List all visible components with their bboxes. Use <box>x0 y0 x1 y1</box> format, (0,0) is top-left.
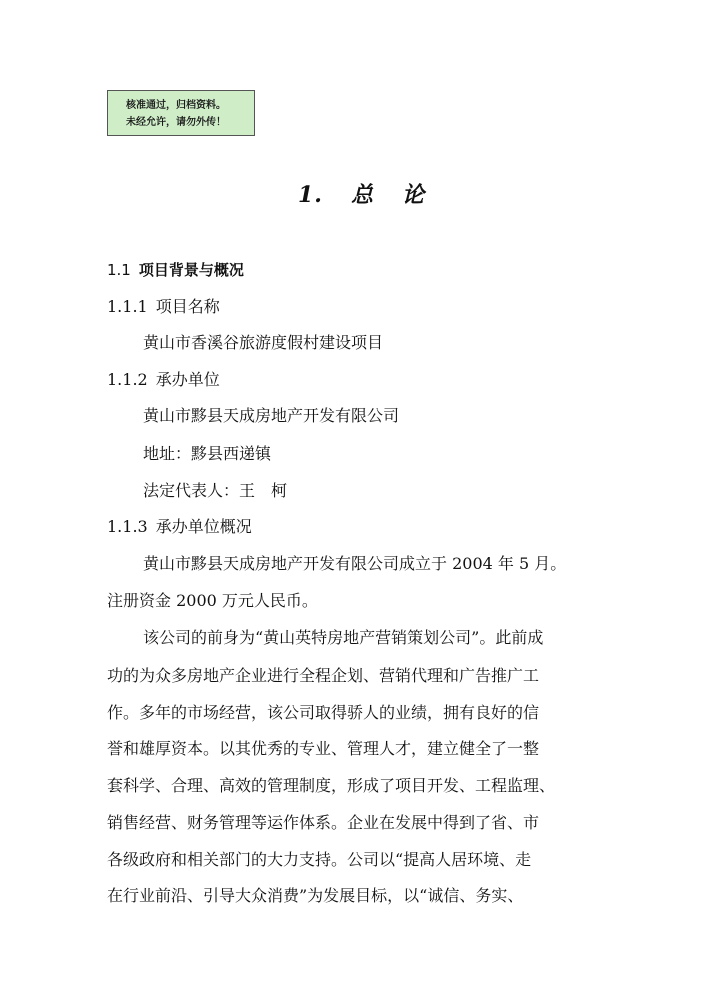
paragraph-2-line-2: 功的为众多房地产企业进行全程企划、营销代理和广告推广工 <box>107 666 540 685</box>
subsection-number: 1.1.2 <box>107 370 148 389</box>
chapter-word-2: 论 <box>401 182 425 208</box>
stamp-line-2: 未经允许，请勿外传！ <box>126 117 226 128</box>
project-name: 黄山市香溪谷旅游度假村建设项目 <box>143 333 384 352</box>
chapter-word-1: 总 <box>350 182 374 208</box>
organizer-company: 黄山市黟县天成房地产开发有限公司 <box>143 406 400 425</box>
subsection-number: 1.1.1 <box>107 297 148 316</box>
paragraph-2-line-8: 在行业前沿、引导大众消费”为发展目标，以“诚信、务实、 <box>107 886 524 905</box>
stamp-line-1: 核准通过，归档资料。 <box>126 100 226 111</box>
section-heading-1-1-3 <box>107 517 252 537</box>
organizer-address: 地址：黟县西递镇 <box>143 444 272 463</box>
section-heading-1-1-1 <box>107 297 220 317</box>
approval-stamp <box>107 90 255 136</box>
chapter-title <box>298 178 425 209</box>
paragraph-2-line-5: 套科学、合理、高效的管理制度，形成了项目开发、工程监理、 <box>107 776 556 795</box>
chapter-number: 1. <box>298 182 323 208</box>
paragraph-2-line-6: 销售经营、财务管理等运作体系。企业在发展中得到了省、市 <box>107 813 540 832</box>
section-number: 1.1 <box>107 261 131 279</box>
section-title: 项目背景与概况 <box>138 261 244 279</box>
paragraph-1-line-2: 注册资金 2000 万元人民币。 <box>107 591 318 610</box>
section-heading-1-1 <box>107 260 244 280</box>
organizer-representative: 法定代表人：王 柯 <box>143 481 288 500</box>
paragraph-2-line-7: 各级政府和相关部门的大力支持。公司以“提高人居环境、走 <box>107 850 532 869</box>
subsection-number: 1.1.3 <box>107 517 148 536</box>
subsection-title: 承办单位概况 <box>155 517 252 536</box>
paragraph-2-line-1: 该公司的前身为“黄山英特房地产营销策划公司”。此前成 <box>143 628 544 647</box>
subsection-title: 项目名称 <box>155 297 220 316</box>
paragraph-2-line-3: 作。多年的市场经营，该公司取得骄人的业绩，拥有良好的信 <box>107 703 540 722</box>
section-heading-1-1-2 <box>107 370 220 390</box>
paragraph-1-line-1: 黄山市黟县天成房地产开发有限公司成立于 2004 年 5 月。 <box>143 554 567 573</box>
paragraph-2-line-4: 誉和雄厚资本。以其优秀的专业、管理人才，建立健全了一整 <box>107 739 540 758</box>
subsection-title: 承办单位 <box>155 370 220 389</box>
